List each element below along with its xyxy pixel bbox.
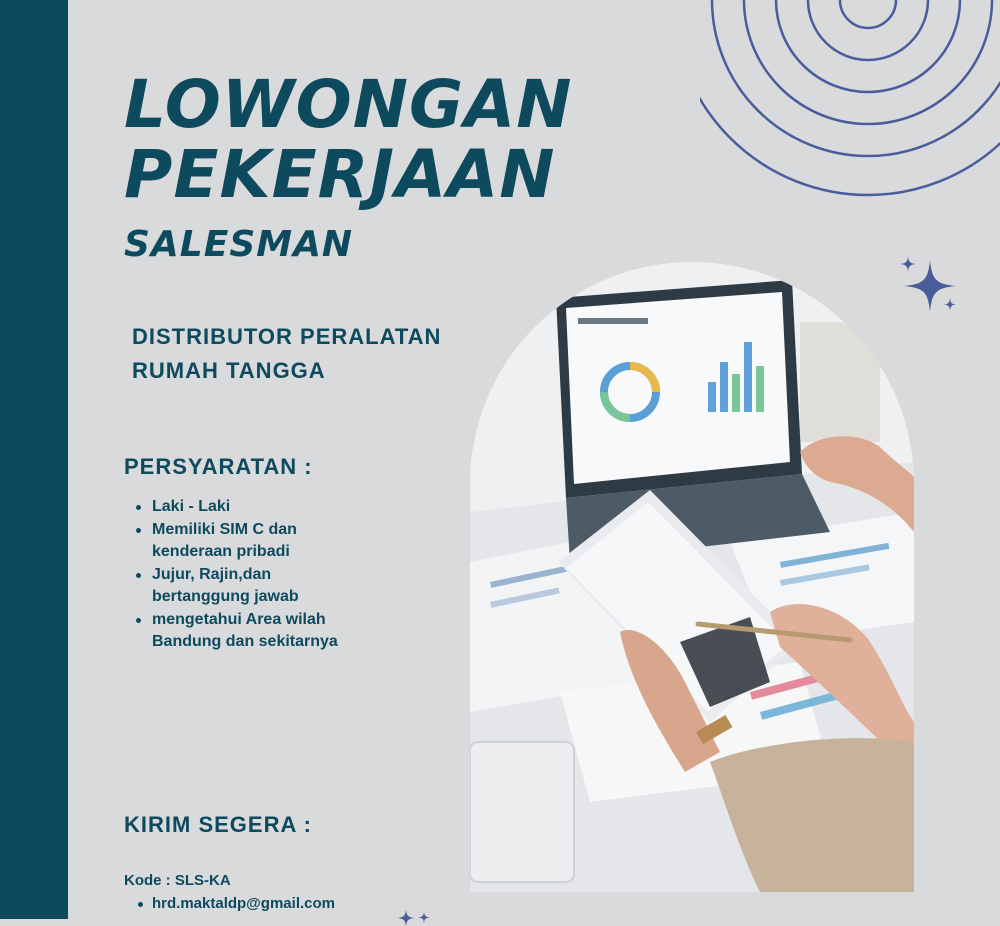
title-line-1: LOWONGAN [124,66,573,143]
requirement-text: Jujur, Rajin,dan [152,565,272,583]
list-item [134,564,394,609]
requirement-text: kenderaan pribadi [152,543,290,560]
requirement-text: bertanggung jawab [152,588,299,605]
company-description [132,320,441,388]
requirements-heading: PERSYARATAN : [124,454,313,479]
list-item [134,519,394,564]
requirement-text: Memiliki SIM C dan [152,520,297,538]
requirement-text: Laki - Laki [152,498,231,515]
office-photo [470,262,914,892]
job-position: SALESMAN [124,224,354,265]
company-line-1: DISTRIBUTOR PERALATAN [132,324,442,349]
concentric-circles-decoration [700,0,1000,200]
list-item [134,609,394,654]
page-title [124,66,573,213]
title-line-2: PEKERJAAN [124,136,556,213]
sparkle-small-icon [396,906,436,926]
requirements-list [134,496,394,654]
requirement-text: Bandung dan sekitarnya [152,633,338,650]
sidebar-stripe [0,0,68,919]
contact-email[interactable]: hrd.maktaldp@gmail.com [136,895,335,912]
requirement-text: mengetahui Area wilah [152,610,326,628]
company-line-2: RUMAH TANGGA [132,358,326,383]
contact-heading: KIRIM SEGERA : [124,812,312,837]
contact-code: Kode : SLS-KA [124,872,231,889]
list-item [134,496,394,519]
